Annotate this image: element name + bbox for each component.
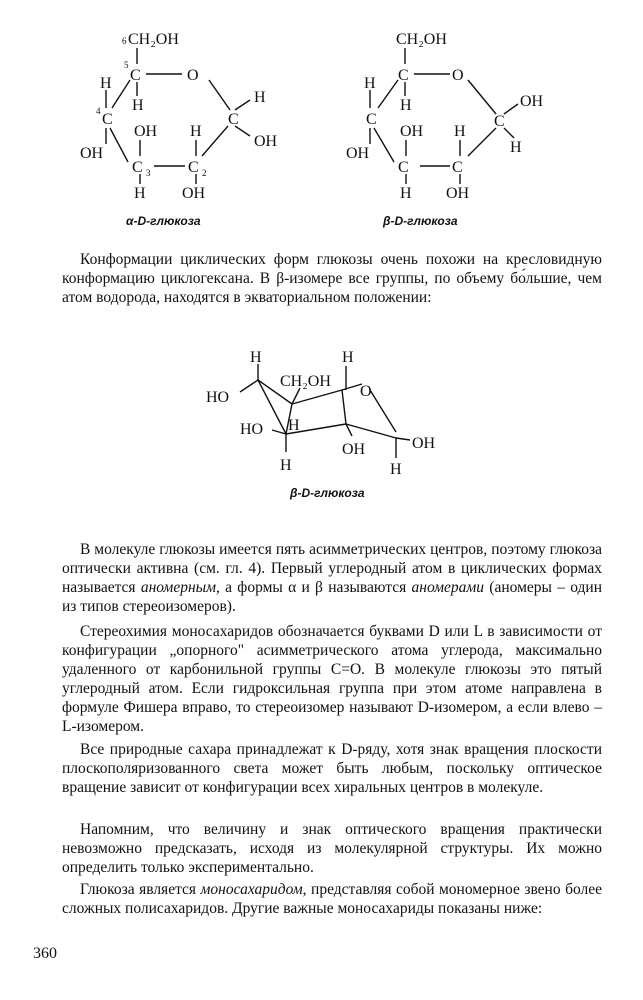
paragraph-optical-rotation: Напомним, что величину и знак оптического вращения практически невозможно предсказать, исходя из молекулярной структуры. Их можно определить только экспериментально. [62,821,602,876]
chair-h-bottom-right: H [390,461,402,478]
alpha-c6-label: 6 [122,36,127,46]
chair-ho-mid: HO [240,421,264,438]
beta-c4: C [366,111,377,128]
alpha-c4: C [102,111,113,128]
alpha-caption: α-D-глюкоза [126,214,201,228]
paragraph-conformation: Конформации циклических форм глюкозы очень похожи на кресловидную конформацию циклогексана. В β-изомере все группы, по объему бо́льшие, чем атом водорода, находятся в экваториальном положении: [62,251,602,306]
paragraph-monosaccharide [62,880,602,918]
alpha-c3-num: 3 [146,168,151,178]
chair-oh-right: OH [412,435,436,452]
alpha-c5-num: 5 [124,60,129,70]
chair-h-top-right: H [342,349,354,366]
beta-c5: C [398,67,409,84]
alpha-c2: C [188,159,199,176]
beta-c3: C [398,159,409,176]
alpha-ring-oxygen: O [187,67,199,84]
page-number: 360 [33,945,57,962]
beta-c2: C [452,159,463,176]
beta-c2-oh: OH [446,185,470,202]
beta-c1-oh: OH [520,93,544,110]
beta-c3-oh: OH [400,123,424,140]
beta-ch2oh: CH₂OH [396,31,447,48]
alpha-ch2oh: CH₂OH [128,31,179,48]
beta-c1-h: H [510,139,522,156]
chair-h-bottom-left: H [280,457,292,474]
alpha-d-glucose-structure [70,22,300,222]
alpha-c5: C [130,67,141,84]
beta-d-glucose-chair-structure [200,340,460,490]
chair-ring-oxygen: O [360,383,372,400]
alpha-c4-num: 4 [96,106,101,116]
beta-d-glucose-structure [338,22,568,222]
alpha-c2-oh: OH [182,185,206,202]
chair-ch2oh: CH₂OH [280,373,331,390]
beta-c2-h: H [454,123,466,140]
chair-ho-top: HO [206,389,230,406]
p2-term-anomers: аномерами [411,579,485,596]
p6-term-monosaccharide: моносахаридом [200,881,303,898]
alpha-c1-h: H [254,89,266,106]
p2-term-anomeric: аномерным [140,579,217,596]
beta-c1: C [494,113,505,130]
p6-text-a: Глюкоза является [80,881,201,898]
paragraph-natural-sugars: Все природные сахара принадлежат к D-ряду, хотя знак вращения плоскости плоскополяризованного света может быть любым, поскольку оптическое вращение зависит от конфигурации всех хиральных центров в молекуле. [62,741,602,796]
beta-c3-h: H [400,185,412,202]
chair-caption: β-D-глюкоза [290,486,365,500]
beta-caption: β-D-глюкоза [383,214,458,228]
alpha-c4-oh: OH [80,145,104,162]
alpha-c3: C [132,159,143,176]
alpha-c1-oh: OH [254,133,278,150]
paragraph-asymmetric-centers [62,540,602,616]
alpha-c4-h: H [100,75,112,92]
beta-c4-h: H [364,75,376,92]
p6-text-c: , представляя собой мономерное звено более сложных полисахаридов. Другие важные моносахариды показаны ниже: [62,881,602,917]
chair-h-mid: H [288,417,300,434]
p2-text-e: (аномеры – один из типов стереоизомеров). [62,579,602,615]
alpha-c2-num: 2 [202,168,207,178]
alpha-c3-h: H [134,185,146,202]
p2-text-c: , а формы α и β называются [216,579,412,596]
paragraph-stereochemistry: Стереохимия моносахаридов обозначается буквами D или L в зависимости от конфигурации „опорного" асимметрического атома углерода, максимально удаленного от карбонильной группы C=O. В молекуле глюкозы это пятый углеродный атом. Если гидроксильная группа при этом атоме направлена в формуле Фишера вправо, то стереоизомер называют D-изомером, а если влево – L-изомером. [62,623,602,735]
chair-h-top-left: H [250,349,262,366]
alpha-c5-h: H [132,97,144,114]
alpha-c3-oh: OH [134,123,158,140]
alpha-c2-h: H [190,123,202,140]
alpha-c1: C [228,111,239,128]
beta-c4-oh: OH [346,145,370,162]
p2-text-a: В молекуле глюкозы имеется пять асимметрических центров, поэтому глюкоза оптически активна (см. гл. 4). Первый углеродный атом в циклических формах называется [62,541,602,596]
beta-ring-oxygen: O [452,67,464,84]
chair-oh-bottom: OH [342,441,366,458]
beta-c5-h: H [400,97,412,114]
